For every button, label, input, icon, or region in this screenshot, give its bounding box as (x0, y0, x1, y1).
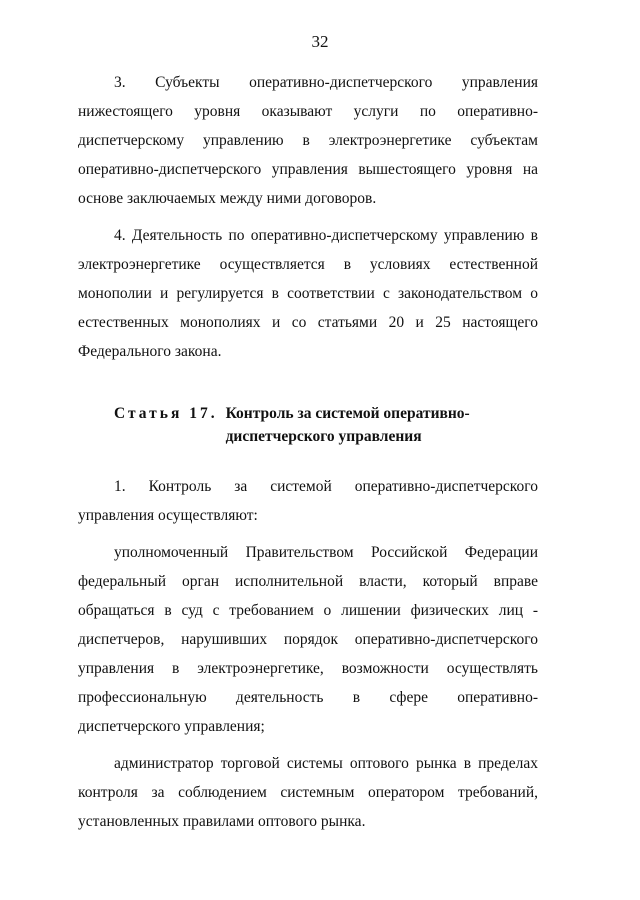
page-number: 32 (311, 32, 329, 51)
paragraph-trade-administrator: администратор торговой системы оптового рынка в пределах контроля за соблюдением системным оператором требований, установленных правилами оптового рынка. (78, 755, 538, 830)
paragraph-item-3: 3. Субъекты оперативно-диспетчерского управления нижестоящего уровня оказывают услуги по оперативно-диспетчерскому управлению в электроэнергетике субъектам оперативно-диспетчерского управления вышестоящего уровня на основе заключаемых между ними договоров. (78, 74, 538, 207)
article-label: Статья 17. (114, 405, 218, 422)
article-title: Контроль за системой оперативно-диспетчерского управления (225, 405, 470, 445)
paragraph-control-intro: 1. Контроль за системой оперативно-диспетчерского управления осуществляют: (78, 478, 538, 524)
article-heading (78, 402, 538, 448)
paragraph-item-4: 4. Деятельность по оперативно-диспетчерскому управлению в электроэнергетике осуществляется в условиях естественной монополии и регулируется в соответствии с законодательством о естественных монополиях и со статьями 20 и 25 настоящего Федерального закона. (78, 227, 538, 360)
paragraph-federal-body: уполномоченный Правительством Российской Федерации федеральный орган исполнительной власти, который вправе обращаться в суд с требованием о лишении физических лиц - диспетчеров, нарушивших порядок оперативно-диспетчерского управления в электроэнергетике, возможности осуществлять профессиональную деятельность в сфере оперативно-диспетчерского управления; (78, 544, 538, 735)
document-body (78, 68, 538, 844)
